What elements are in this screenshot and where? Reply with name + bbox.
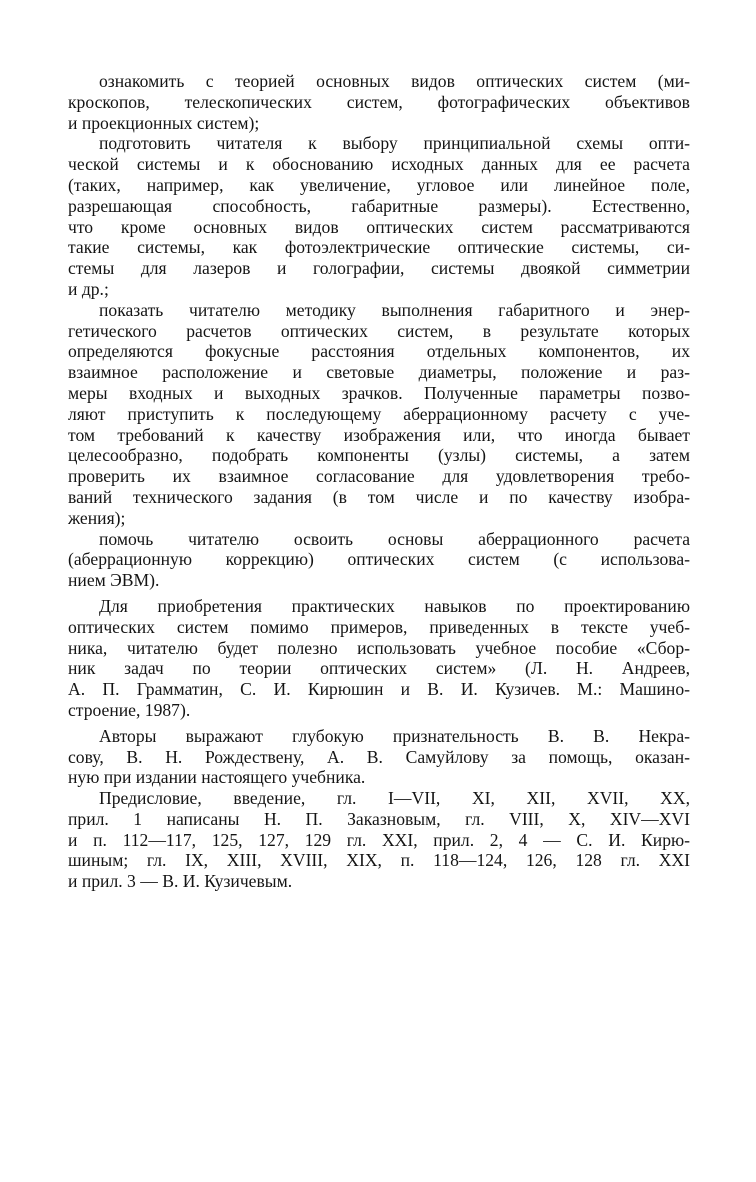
text-line: А. П. Грамматин, С. И. Кирюшин и В. И. Кузичев. М.: Машино- (68, 679, 690, 700)
text-line: такие системы, как фотоэлектрические оптические системы, си- (68, 237, 690, 258)
text-line: и прил. 3 — В. И. Кузичевым. (68, 871, 293, 892)
text-line: показать читателю методику выполнения габаритного и энер- (99, 299, 690, 320)
text-line: и п. 112—117, 125, 127, 129 гл. XXI, прил. 2, 4 — С. И. Кирю- (68, 829, 690, 850)
text-line: Для приобретения практических навыков по проектированию (99, 595, 690, 616)
text-line: ческой системы и к обоснованию исходных данных для ее расчета (68, 154, 690, 175)
paragraph-goal-theory (68, 71, 690, 133)
text-line: подготовить читателя к выбору принципиальной схемы опти- (99, 133, 690, 154)
text-line: ника, читателю будет полезно использовать учебное пособие «Сбор- (68, 637, 690, 658)
text-line: шиным; гл. IX, XIII, XVIII, XIX, п. 118—124, 126, 128 гл. XXI (68, 850, 690, 871)
text-line: меры входных и выходных зрачков. Полученные параметры позво- (68, 382, 690, 403)
text-line: целесообразно, подобрать компоненты (узлы) системы, а затем (68, 445, 690, 466)
text-line: что кроме основных видов оптических систем рассматриваются (68, 216, 690, 237)
text-line: (таких, например, как увеличение, угловое или линейное поле, (68, 174, 690, 195)
text-line: ную при издании настоящего учебника. (68, 767, 366, 788)
text-line: разрешающая способность, габаритные размеры). Естественно, (68, 195, 690, 216)
text-line: ляют приступить к последующему аберрационному расчету с уче- (68, 403, 690, 424)
text-line: определяются фокусные расстояния отдельных компонентов, их (68, 341, 690, 362)
paragraph-practice (68, 596, 690, 721)
text-line: прил. 1 написаны Н. П. Заказновым, гл. VIII, X, XIV—XVI (68, 808, 690, 829)
text-line: ник задач по теории оптических систем» (Л. Н. Андреев, (68, 658, 690, 679)
text-line: сову, В. Н. Рождествену, А. В. Самуйлову за помощь, оказан- (68, 746, 690, 767)
text-line: взаимное расположение и световые диаметры, положение и раз- (68, 362, 690, 383)
text-line: (аберрационную коррекцию) оптических систем (с использова- (68, 549, 690, 570)
paragraph-goal-calculation (68, 300, 690, 529)
text-line: стемы для лазеров и голографии, системы двоякой симметрии (68, 258, 690, 279)
text-line: строение, 1987). (68, 699, 191, 720)
text-line: оптических систем помимо примеров, приведенных в тексте учеб- (68, 616, 690, 637)
text-line: Авторы выражают глубокую признательность В. В. Некра- (99, 725, 690, 746)
paragraph-goal-aberration (68, 529, 690, 591)
document-page (68, 71, 690, 892)
text-line: Предисловие, введение, гл. I—VII, XI, XII, XVII, XX, (99, 788, 690, 809)
text-line: нием ЭВМ). (68, 570, 160, 591)
paragraph-authorship (68, 788, 690, 892)
text-line: и проекционных систем); (68, 112, 260, 133)
paragraph-goal-scheme (68, 133, 690, 299)
text-line: и др.; (68, 278, 109, 299)
text-line: том требований к качеству изображения или, что иногда бывает (68, 424, 690, 445)
text-line: помочь читателю освоить основы аберрационного расчета (99, 528, 690, 549)
text-line: кроскопов, телескопических систем, фотографических объективов (68, 91, 690, 112)
text-line: ознакомить с теорией основных видов оптических систем (ми- (99, 71, 690, 91)
text-line: жения); (68, 507, 126, 528)
text-line: проверить их взаимное согласование для удовлетворения требо- (68, 466, 690, 487)
text-line: гетического расчетов оптических систем, в результате которых (68, 320, 690, 341)
text-line: ваний технического задания (в том числе и по качеству изобра- (68, 486, 690, 507)
paragraph-acknowledgements (68, 726, 690, 788)
